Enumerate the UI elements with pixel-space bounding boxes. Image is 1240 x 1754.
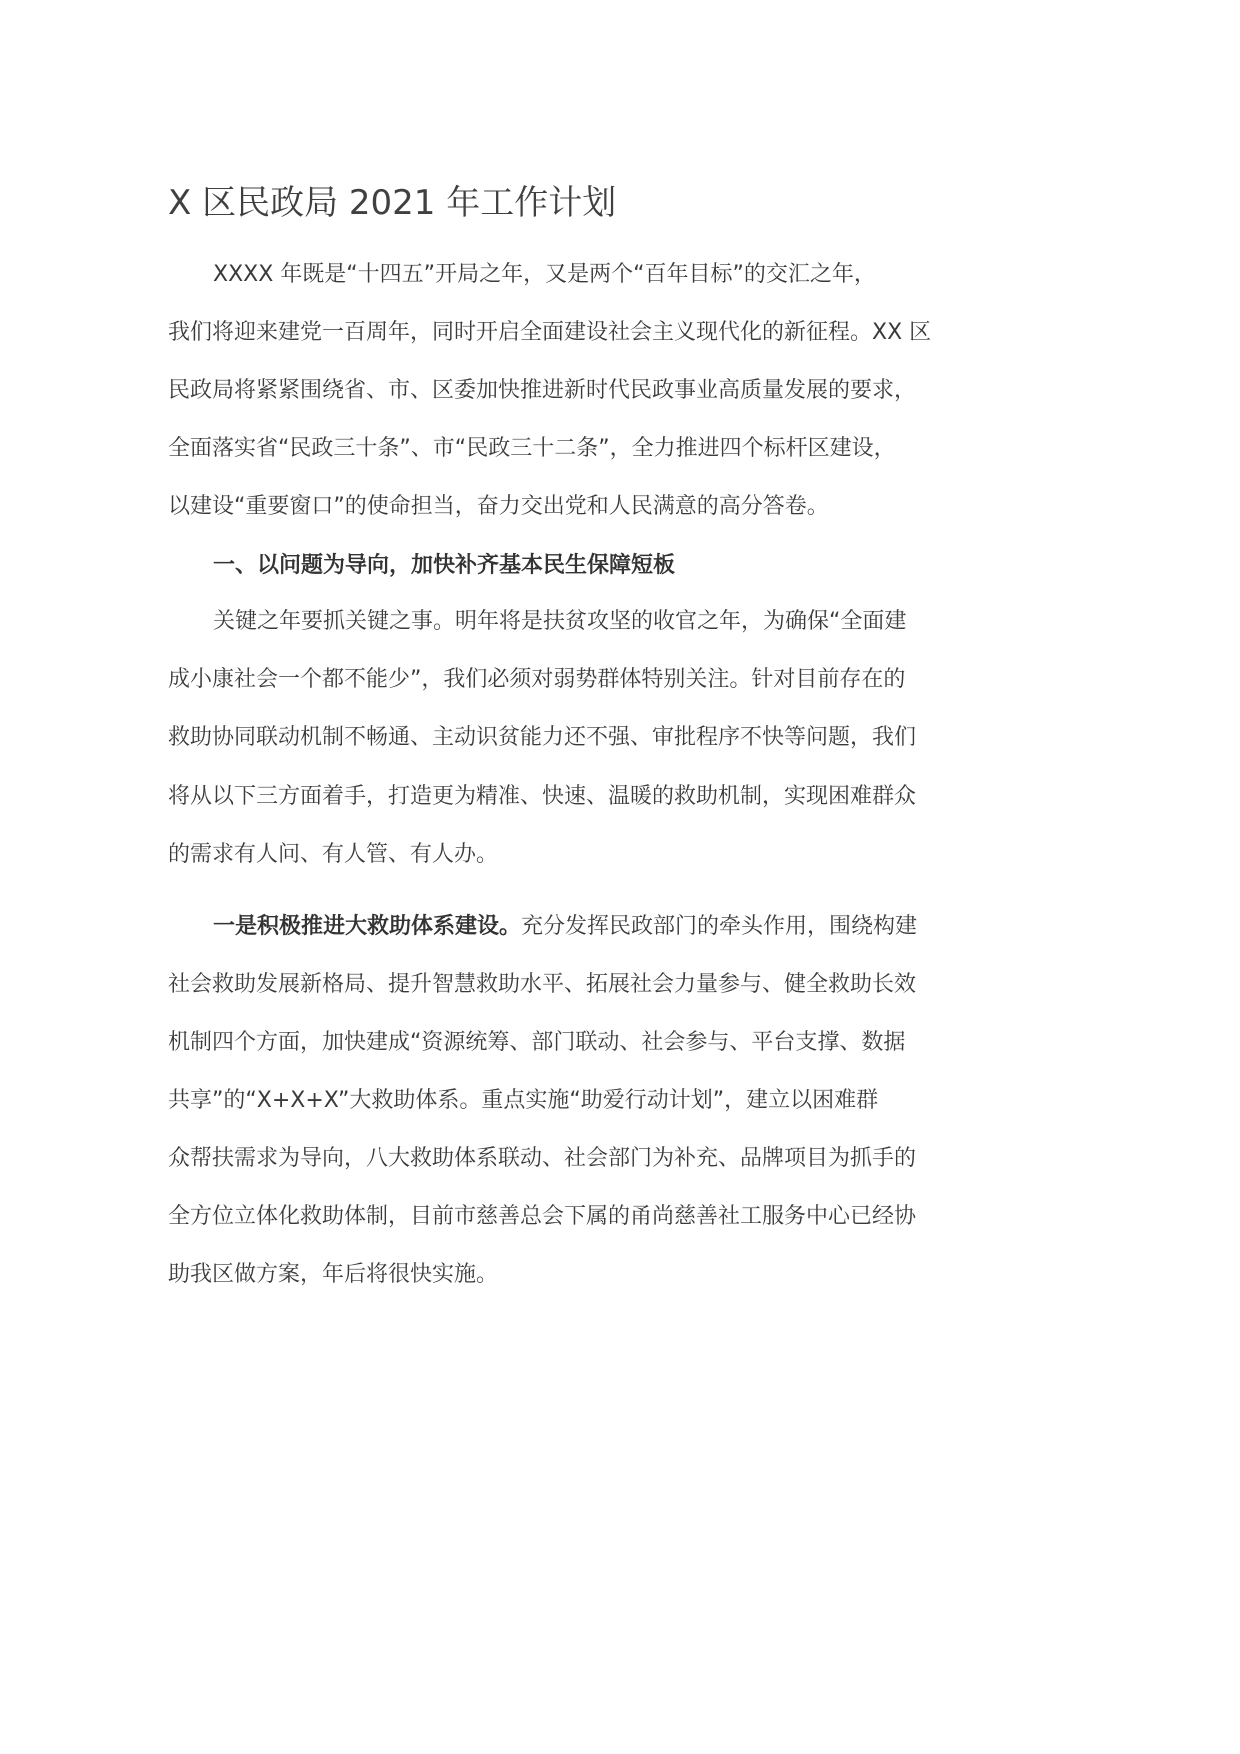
paragraph-line: 我们将迎来建党一百周年，同时开启全面建设社会主义现代化的新征程。XX 区 <box>168 320 932 345</box>
paragraph-line: 共享”的“X+X+X”大救助体系。重点实施“助爱行动计划”，建立以困难群 <box>168 1088 879 1113</box>
paragraph-line: 救助协同联动机制不畅通、主动识贫能力还不强、审批程序不快等问题，我们 <box>168 725 917 750</box>
paragraph-line: 的需求有人问、有人管、有人办。 <box>168 842 499 867</box>
paragraph-line: 众帮扶需求为导向，八大救助体系联动、社会部门为补充、品牌项目为抓手的 <box>168 1146 917 1171</box>
paragraph-line: 全面落实省“民政三十条”、市“民政三十二条”，全力推进四个标杆区建设， <box>168 436 896 461</box>
paragraph-line: 关键之年要抓关键之事。明年将是扶贫攻坚的收官之年，为确保“全面建 <box>213 609 907 634</box>
paragraph-line: 成小康社会一个都不能少”，我们必须对弱势群体特别关注。针对目前存在的 <box>168 667 906 692</box>
item-text: 充分发挥民政部门的牵头作用，围绕构建 <box>521 914 918 939</box>
paragraph-line: 机制四个方面，加快建成“资源统筹、部门联动、社会参与、平台支撑、数据 <box>168 1030 906 1055</box>
paragraph-line: 民政局将紧紧围绕省、市、区委加快推进新时代民政事业高质量发展的要求， <box>168 378 917 403</box>
section-heading: 一、以问题为导向，加快补齐基本民生保障短板 <box>213 553 676 578</box>
paragraph-line: 助我区做方案，年后将很快实施。 <box>168 1262 499 1287</box>
paragraph-line: 以建设“重要窗口”的使命担当，奋力交出党和人民满意的高分答卷。 <box>168 494 829 519</box>
paragraph-line: 全方位立体化救助体制，目前市慈善总会下属的甬尚慈善社工服务中心已经协 <box>168 1204 917 1229</box>
paragraph-line: XXXX 年既是“十四五”开局之年，又是两个“百年目标”的交汇之年， <box>213 262 876 287</box>
document-title: X 区民政局 2021 年工作计划 <box>168 183 617 223</box>
paragraph-line <box>213 912 917 942</box>
paragraph-line: 社会救助发展新格局、提升智慧救助水平、拓展社会力量参与、健全救助长效 <box>168 972 917 997</box>
paragraph-line: 将从以下三方面着手，打造更为精准、快速、温暖的救助机制，实现困难群众 <box>168 784 917 809</box>
item-lead: 一是积极推进大救助体系建设。 <box>213 914 522 939</box>
